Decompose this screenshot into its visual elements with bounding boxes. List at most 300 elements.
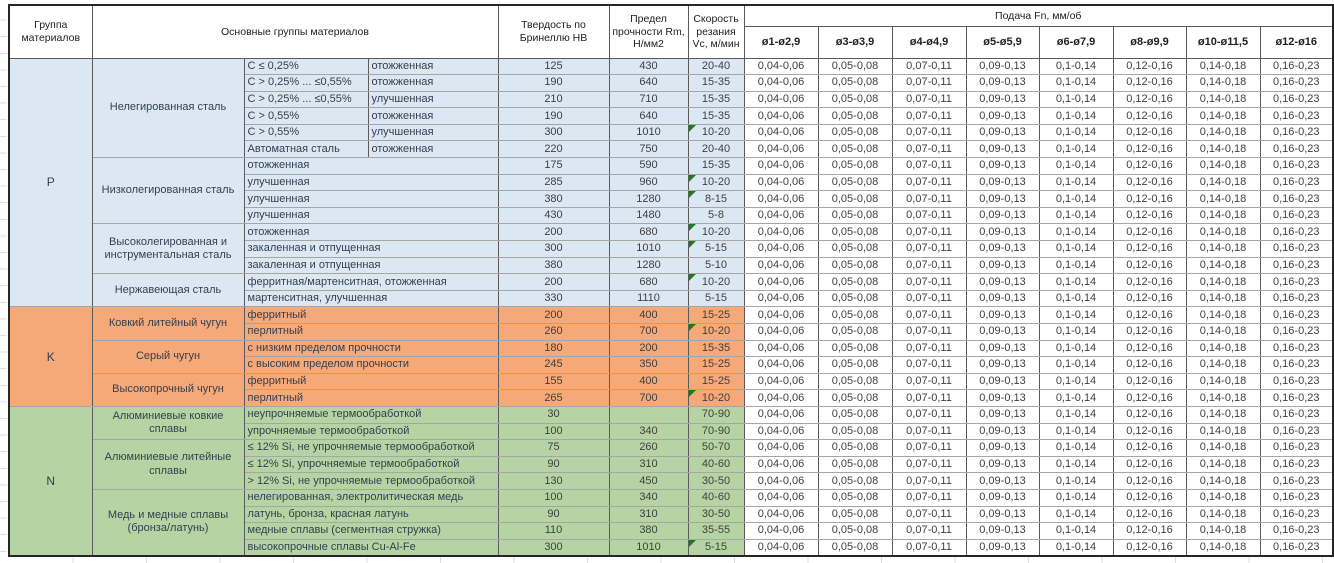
condition-cell[interactable]: перлитный bbox=[244, 390, 498, 407]
condition-cell[interactable]: улучшенная bbox=[244, 207, 498, 224]
feed-cell[interactable]: 0,09-0,13 bbox=[966, 124, 1039, 141]
feed-cell[interactable]: 0,09-0,13 bbox=[966, 340, 1039, 357]
header-diameter-col[interactable]: ø8-ø9,9 bbox=[1113, 26, 1186, 58]
feed-cell[interactable]: 0,12-0,16 bbox=[1113, 207, 1186, 224]
feed-cell[interactable]: 0,04-0,06 bbox=[744, 224, 818, 241]
speed-cell[interactable]: 70-90 bbox=[688, 406, 744, 423]
speed-cell[interactable]: 20-40 bbox=[688, 58, 744, 75]
speed-cell[interactable]: 70-90 bbox=[688, 423, 744, 440]
feed-cell[interactable]: 0,1-0,14 bbox=[1039, 158, 1113, 175]
feed-cell[interactable]: 0,09-0,13 bbox=[966, 489, 1039, 506]
feed-cell[interactable]: 0,05-0,08 bbox=[818, 324, 892, 341]
speed-cell[interactable]: 40-60 bbox=[688, 456, 744, 473]
condition-cell[interactable]: мартенситная, улучшенная bbox=[244, 290, 498, 307]
feed-cell[interactable]: 0,09-0,13 bbox=[966, 423, 1039, 440]
feed-cell[interactable]: 0,09-0,13 bbox=[966, 539, 1039, 556]
hardness-cell[interactable]: 155 bbox=[498, 373, 609, 390]
header-strength-col[interactable]: Предел прочности Rm, Н/мм2 bbox=[609, 5, 688, 58]
hardness-cell[interactable]: 380 bbox=[498, 191, 609, 208]
feed-cell[interactable]: 0,14-0,18 bbox=[1186, 373, 1260, 390]
feed-cell[interactable]: 0,04-0,06 bbox=[744, 274, 818, 291]
strength-cell[interactable]: 340 bbox=[609, 489, 688, 506]
feed-cell[interactable]: 0,14-0,18 bbox=[1186, 440, 1260, 457]
feed-cell[interactable]: 0,12-0,16 bbox=[1113, 124, 1186, 141]
hardness-cell[interactable]: 180 bbox=[498, 340, 609, 357]
feed-cell[interactable]: 0,14-0,18 bbox=[1186, 324, 1260, 341]
feed-cell[interactable]: 0,14-0,18 bbox=[1186, 290, 1260, 307]
material-name-cell[interactable]: Серый чугун bbox=[92, 340, 244, 373]
feed-cell[interactable]: 0,09-0,13 bbox=[966, 473, 1039, 490]
feed-cell[interactable]: 0,16-0,23 bbox=[1260, 241, 1333, 258]
feed-cell[interactable]: 0,14-0,18 bbox=[1186, 340, 1260, 357]
feed-cell[interactable]: 0,12-0,16 bbox=[1113, 91, 1186, 108]
feed-cell[interactable]: 0,12-0,16 bbox=[1113, 241, 1186, 258]
feed-cell[interactable]: 0,09-0,13 bbox=[966, 257, 1039, 274]
feed-cell[interactable]: 0,07-0,11 bbox=[892, 373, 966, 390]
feed-cell[interactable]: 0,14-0,18 bbox=[1186, 91, 1260, 108]
state-cell[interactable]: отожженная bbox=[368, 141, 498, 158]
strength-cell[interactable]: 310 bbox=[609, 506, 688, 523]
feed-cell[interactable]: 0,1-0,14 bbox=[1039, 75, 1113, 92]
feed-cell[interactable]: 0,05-0,08 bbox=[818, 158, 892, 175]
strength-cell[interactable]: 200 bbox=[609, 340, 688, 357]
hardness-cell[interactable]: 30 bbox=[498, 406, 609, 423]
feed-cell[interactable]: 0,1-0,14 bbox=[1039, 440, 1113, 457]
condition-cell[interactable]: высокопрочные сплавы Cu-Al-Fe bbox=[244, 539, 498, 556]
strength-cell[interactable]: 700 bbox=[609, 324, 688, 341]
feed-cell[interactable]: 0,12-0,16 bbox=[1113, 307, 1186, 324]
material-name-cell[interactable]: Нелегированная сталь bbox=[92, 58, 244, 158]
strength-cell[interactable]: 750 bbox=[609, 141, 688, 158]
feed-cell[interactable]: 0,1-0,14 bbox=[1039, 539, 1113, 556]
condition-cell[interactable]: медные сплавы (сегментная стружка) bbox=[244, 523, 498, 540]
feed-cell[interactable]: 0,04-0,06 bbox=[744, 324, 818, 341]
feed-cell[interactable]: 0,09-0,13 bbox=[966, 290, 1039, 307]
strength-cell[interactable]: 640 bbox=[609, 75, 688, 92]
condition-cell[interactable]: ферритный bbox=[244, 373, 498, 390]
feed-cell[interactable]: 0,09-0,13 bbox=[966, 75, 1039, 92]
feed-cell[interactable]: 0,05-0,08 bbox=[818, 506, 892, 523]
header-diameter-col[interactable]: ø10-ø11,5 bbox=[1186, 26, 1260, 58]
feed-cell[interactable]: 0,14-0,18 bbox=[1186, 141, 1260, 158]
condition-cell[interactable]: ферритный bbox=[244, 307, 498, 324]
feed-cell[interactable]: 0,09-0,13 bbox=[966, 324, 1039, 341]
feed-cell[interactable]: 0,07-0,11 bbox=[892, 456, 966, 473]
feed-cell[interactable]: 0,04-0,06 bbox=[744, 440, 818, 457]
feed-cell[interactable]: 0,1-0,14 bbox=[1039, 307, 1113, 324]
hardness-cell[interactable]: 285 bbox=[498, 174, 609, 191]
condition-cell[interactable]: ферритная/мартенситная, отожженная bbox=[244, 274, 498, 291]
feed-cell[interactable]: 0,12-0,16 bbox=[1113, 274, 1186, 291]
condition-cell[interactable]: C > 0,55% bbox=[244, 124, 368, 141]
condition-cell[interactable]: отожженная bbox=[244, 224, 498, 241]
feed-cell[interactable]: 0,14-0,18 bbox=[1186, 207, 1260, 224]
feed-cell[interactable]: 0,14-0,18 bbox=[1186, 241, 1260, 258]
condition-cell[interactable]: латунь, бронза, красная латунь bbox=[244, 506, 498, 523]
feed-cell[interactable]: 0,12-0,16 bbox=[1113, 191, 1186, 208]
material-name-cell[interactable]: Ковкий литейный чугун bbox=[92, 307, 244, 340]
speed-cell[interactable]: 10-20 bbox=[688, 174, 744, 191]
feed-cell[interactable]: 0,07-0,11 bbox=[892, 274, 966, 291]
feed-cell[interactable]: 0,12-0,16 bbox=[1113, 357, 1186, 374]
feed-cell[interactable]: 0,1-0,14 bbox=[1039, 523, 1113, 540]
feed-cell[interactable]: 0,07-0,11 bbox=[892, 257, 966, 274]
feed-cell[interactable]: 0,04-0,06 bbox=[744, 473, 818, 490]
feed-cell[interactable]: 0,05-0,08 bbox=[818, 224, 892, 241]
hardness-cell[interactable]: 210 bbox=[498, 91, 609, 108]
strength-cell[interactable]: 450 bbox=[609, 473, 688, 490]
feed-cell[interactable]: 0,16-0,23 bbox=[1260, 456, 1333, 473]
feed-cell[interactable]: 0,05-0,08 bbox=[818, 108, 892, 125]
feed-cell[interactable]: 0,07-0,11 bbox=[892, 473, 966, 490]
strength-cell[interactable]: 310 bbox=[609, 456, 688, 473]
material-name-cell[interactable]: Низколегированная сталь bbox=[92, 158, 244, 224]
feed-cell[interactable]: 0,07-0,11 bbox=[892, 174, 966, 191]
feed-cell[interactable]: 0,05-0,08 bbox=[818, 75, 892, 92]
speed-cell[interactable]: 50-70 bbox=[688, 440, 744, 457]
feed-cell[interactable]: 0,16-0,23 bbox=[1260, 290, 1333, 307]
strength-cell[interactable]: 1110 bbox=[609, 290, 688, 307]
feed-cell[interactable]: 0,07-0,11 bbox=[892, 108, 966, 125]
feed-cell[interactable]: 0,04-0,06 bbox=[744, 539, 818, 556]
speed-cell[interactable]: 10-20 bbox=[688, 224, 744, 241]
feed-cell[interactable]: 0,12-0,16 bbox=[1113, 456, 1186, 473]
feed-cell[interactable]: 0,09-0,13 bbox=[966, 406, 1039, 423]
feed-cell[interactable]: 0,05-0,08 bbox=[818, 141, 892, 158]
feed-cell[interactable]: 0,16-0,23 bbox=[1260, 523, 1333, 540]
feed-cell[interactable]: 0,05-0,08 bbox=[818, 91, 892, 108]
feed-cell[interactable]: 0,1-0,14 bbox=[1039, 489, 1113, 506]
feed-cell[interactable]: 0,09-0,13 bbox=[966, 108, 1039, 125]
hardness-cell[interactable]: 125 bbox=[498, 58, 609, 75]
feed-cell[interactable]: 0,16-0,23 bbox=[1260, 539, 1333, 556]
speed-cell[interactable]: 10-20 bbox=[688, 274, 744, 291]
feed-cell[interactable]: 0,09-0,13 bbox=[966, 174, 1039, 191]
feed-cell[interactable]: 0,12-0,16 bbox=[1113, 489, 1186, 506]
feed-cell[interactable]: 0,14-0,18 bbox=[1186, 307, 1260, 324]
feed-cell[interactable]: 0,16-0,23 bbox=[1260, 91, 1333, 108]
feed-cell[interactable]: 0,12-0,16 bbox=[1113, 141, 1186, 158]
feed-cell[interactable]: 0,09-0,13 bbox=[966, 91, 1039, 108]
hardness-cell[interactable]: 430 bbox=[498, 207, 609, 224]
feed-cell[interactable]: 0,07-0,11 bbox=[892, 224, 966, 241]
hardness-cell[interactable]: 200 bbox=[498, 307, 609, 324]
hardness-cell[interactable]: 190 bbox=[498, 108, 609, 125]
hardness-cell[interactable]: 330 bbox=[498, 290, 609, 307]
feed-cell[interactable]: 0,09-0,13 bbox=[966, 191, 1039, 208]
feed-cell[interactable]: 0,12-0,16 bbox=[1113, 290, 1186, 307]
strength-cell[interactable]: 1010 bbox=[609, 241, 688, 258]
speed-cell[interactable]: 5-8 bbox=[688, 207, 744, 224]
feed-cell[interactable]: 0,07-0,11 bbox=[892, 423, 966, 440]
condition-cell[interactable]: с низким пределом прочности bbox=[244, 340, 498, 357]
speed-cell[interactable]: 5-15 bbox=[688, 539, 744, 556]
hardness-cell[interactable]: 100 bbox=[498, 489, 609, 506]
feed-cell[interactable]: 0,05-0,08 bbox=[818, 191, 892, 208]
speed-cell[interactable]: 5-10 bbox=[688, 257, 744, 274]
hardness-cell[interactable]: 110 bbox=[498, 523, 609, 540]
feed-cell[interactable]: 0,12-0,16 bbox=[1113, 108, 1186, 125]
speed-cell[interactable]: 15-25 bbox=[688, 373, 744, 390]
feed-cell[interactable]: 0,12-0,16 bbox=[1113, 174, 1186, 191]
feed-cell[interactable]: 0,1-0,14 bbox=[1039, 241, 1113, 258]
feed-cell[interactable]: 0,09-0,13 bbox=[966, 224, 1039, 241]
feed-cell[interactable]: 0,09-0,13 bbox=[966, 357, 1039, 374]
hardness-cell[interactable]: 75 bbox=[498, 440, 609, 457]
feed-cell[interactable]: 0,16-0,23 bbox=[1260, 357, 1333, 374]
feed-cell[interactable]: 0,14-0,18 bbox=[1186, 473, 1260, 490]
feed-cell[interactable]: 0,16-0,23 bbox=[1260, 257, 1333, 274]
feed-cell[interactable]: 0,05-0,08 bbox=[818, 373, 892, 390]
feed-cell[interactable]: 0,09-0,13 bbox=[966, 523, 1039, 540]
feed-cell[interactable]: 0,09-0,13 bbox=[966, 506, 1039, 523]
feed-cell[interactable]: 0,07-0,11 bbox=[892, 523, 966, 540]
feed-cell[interactable]: 0,05-0,08 bbox=[818, 58, 892, 75]
condition-cell[interactable]: перлитный bbox=[244, 324, 498, 341]
feed-cell[interactable]: 0,07-0,11 bbox=[892, 58, 966, 75]
group-letter-cell[interactable]: P bbox=[9, 58, 92, 307]
header-diameter-col[interactable]: ø1-ø2,9 bbox=[744, 26, 818, 58]
feed-cell[interactable]: 0,04-0,06 bbox=[744, 191, 818, 208]
feed-cell[interactable]: 0,05-0,08 bbox=[818, 357, 892, 374]
feed-cell[interactable]: 0,16-0,23 bbox=[1260, 506, 1333, 523]
feed-cell[interactable]: 0,09-0,13 bbox=[966, 373, 1039, 390]
feed-cell[interactable]: 0,14-0,18 bbox=[1186, 108, 1260, 125]
feed-cell[interactable]: 0,07-0,11 bbox=[892, 390, 966, 407]
strength-cell[interactable]: 680 bbox=[609, 224, 688, 241]
feed-cell[interactable]: 0,04-0,06 bbox=[744, 108, 818, 125]
feed-cell[interactable]: 0,12-0,16 bbox=[1113, 423, 1186, 440]
feed-cell[interactable]: 0,1-0,14 bbox=[1039, 290, 1113, 307]
strength-cell[interactable]: 400 bbox=[609, 307, 688, 324]
feed-cell[interactable]: 0,1-0,14 bbox=[1039, 91, 1113, 108]
feed-cell[interactable]: 0,07-0,11 bbox=[892, 539, 966, 556]
feed-cell[interactable]: 0,09-0,13 bbox=[966, 307, 1039, 324]
speed-cell[interactable]: 5-15 bbox=[688, 241, 744, 258]
hardness-cell[interactable]: 100 bbox=[498, 423, 609, 440]
hardness-cell[interactable]: 220 bbox=[498, 141, 609, 158]
strength-cell[interactable]: 710 bbox=[609, 91, 688, 108]
feed-cell[interactable]: 0,12-0,16 bbox=[1113, 340, 1186, 357]
strength-cell[interactable]: 700 bbox=[609, 390, 688, 407]
feed-cell[interactable]: 0,16-0,23 bbox=[1260, 75, 1333, 92]
feed-cell[interactable]: 0,04-0,06 bbox=[744, 506, 818, 523]
strength-cell[interactable]: 340 bbox=[609, 423, 688, 440]
feed-cell[interactable]: 0,14-0,18 bbox=[1186, 191, 1260, 208]
speed-cell[interactable]: 10-20 bbox=[688, 390, 744, 407]
feed-cell[interactable]: 0,1-0,14 bbox=[1039, 473, 1113, 490]
feed-cell[interactable]: 0,09-0,13 bbox=[966, 456, 1039, 473]
feed-cell[interactable]: 0,04-0,06 bbox=[744, 390, 818, 407]
feed-cell[interactable]: 0,12-0,16 bbox=[1113, 440, 1186, 457]
feed-cell[interactable]: 0,16-0,23 bbox=[1260, 390, 1333, 407]
feed-cell[interactable]: 0,05-0,08 bbox=[818, 340, 892, 357]
feed-cell[interactable]: 0,12-0,16 bbox=[1113, 224, 1186, 241]
feed-cell[interactable]: 0,04-0,06 bbox=[744, 241, 818, 258]
feed-cell[interactable]: 0,14-0,18 bbox=[1186, 423, 1260, 440]
feed-cell[interactable]: 0,05-0,08 bbox=[818, 489, 892, 506]
feed-cell[interactable]: 0,07-0,11 bbox=[892, 191, 966, 208]
feed-cell[interactable]: 0,05-0,08 bbox=[818, 390, 892, 407]
feed-cell[interactable]: 0,12-0,16 bbox=[1113, 324, 1186, 341]
header-diameter-col[interactable]: ø4-ø4,9 bbox=[892, 26, 966, 58]
feed-cell[interactable]: 0,09-0,13 bbox=[966, 141, 1039, 158]
material-name-cell[interactable]: Алюминиевые ковкие сплавы bbox=[92, 406, 244, 439]
speed-cell[interactable]: 15-35 bbox=[688, 108, 744, 125]
feed-cell[interactable]: 0,14-0,18 bbox=[1186, 158, 1260, 175]
condition-cell[interactable]: нелегированная, электролитическая медь bbox=[244, 489, 498, 506]
state-cell[interactable]: отожженная bbox=[368, 108, 498, 125]
feed-cell[interactable]: 0,04-0,06 bbox=[744, 357, 818, 374]
material-name-cell[interactable]: Высокопрочный чугун bbox=[92, 373, 244, 406]
feed-cell[interactable]: 0,05-0,08 bbox=[818, 274, 892, 291]
feed-cell[interactable]: 0,14-0,18 bbox=[1186, 506, 1260, 523]
feed-cell[interactable]: 0,1-0,14 bbox=[1039, 58, 1113, 75]
hardness-cell[interactable]: 190 bbox=[498, 75, 609, 92]
feed-cell[interactable]: 0,12-0,16 bbox=[1113, 75, 1186, 92]
feed-cell[interactable]: 0,14-0,18 bbox=[1186, 75, 1260, 92]
feed-cell[interactable]: 0,05-0,08 bbox=[818, 207, 892, 224]
condition-cell[interactable]: Автоматная сталь bbox=[244, 141, 368, 158]
feed-cell[interactable]: 0,04-0,06 bbox=[744, 207, 818, 224]
feed-cell[interactable]: 0,04-0,06 bbox=[744, 340, 818, 357]
speed-cell[interactable]: 30-50 bbox=[688, 506, 744, 523]
header-diameter-col[interactable]: ø12-ø16 bbox=[1260, 26, 1333, 58]
speed-cell[interactable]: 5-15 bbox=[688, 290, 744, 307]
feed-cell[interactable]: 0,04-0,06 bbox=[744, 373, 818, 390]
feed-cell[interactable]: 0,14-0,18 bbox=[1186, 224, 1260, 241]
feed-cell[interactable]: 0,09-0,13 bbox=[966, 207, 1039, 224]
feed-cell[interactable]: 0,1-0,14 bbox=[1039, 324, 1113, 341]
hardness-cell[interactable]: 200 bbox=[498, 274, 609, 291]
feed-cell[interactable]: 0,14-0,18 bbox=[1186, 489, 1260, 506]
hardness-cell[interactable]: 300 bbox=[498, 539, 609, 556]
feed-cell[interactable]: 0,04-0,06 bbox=[744, 174, 818, 191]
feed-cell[interactable]: 0,07-0,11 bbox=[892, 340, 966, 357]
hardness-cell[interactable]: 260 bbox=[498, 324, 609, 341]
hardness-cell[interactable]: 130 bbox=[498, 473, 609, 490]
feed-cell[interactable]: 0,07-0,11 bbox=[892, 207, 966, 224]
speed-cell[interactable]: 8-15 bbox=[688, 191, 744, 208]
feed-cell[interactable]: 0,05-0,08 bbox=[818, 523, 892, 540]
feed-cell[interactable]: 0,12-0,16 bbox=[1113, 158, 1186, 175]
feed-cell[interactable]: 0,16-0,23 bbox=[1260, 340, 1333, 357]
feed-cell[interactable]: 0,1-0,14 bbox=[1039, 174, 1113, 191]
header-diameter-col[interactable]: ø6-ø7,9 bbox=[1039, 26, 1113, 58]
strength-cell[interactable]: 260 bbox=[609, 440, 688, 457]
hardness-cell[interactable]: 380 bbox=[498, 257, 609, 274]
feed-cell[interactable]: 0,04-0,06 bbox=[744, 523, 818, 540]
header-diameter-col[interactable]: ø3-ø3,9 bbox=[818, 26, 892, 58]
feed-cell[interactable]: 0,16-0,23 bbox=[1260, 108, 1333, 125]
hardness-cell[interactable]: 300 bbox=[498, 124, 609, 141]
header-group-col[interactable]: Группа материалов bbox=[9, 5, 92, 58]
condition-cell[interactable]: закаленная и отпущенная bbox=[244, 241, 498, 258]
feed-cell[interactable]: 0,16-0,23 bbox=[1260, 158, 1333, 175]
state-cell[interactable]: улучшенная bbox=[368, 124, 498, 141]
feed-cell[interactable]: 0,05-0,08 bbox=[818, 406, 892, 423]
strength-cell[interactable]: 960 bbox=[609, 174, 688, 191]
feed-cell[interactable]: 0,1-0,14 bbox=[1039, 191, 1113, 208]
material-name-cell[interactable]: Нержавеющая сталь bbox=[92, 274, 244, 307]
feed-cell[interactable]: 0,14-0,18 bbox=[1186, 58, 1260, 75]
feed-cell[interactable]: 0,12-0,16 bbox=[1113, 58, 1186, 75]
feed-cell[interactable]: 0,1-0,14 bbox=[1039, 257, 1113, 274]
condition-cell[interactable]: улучшенная bbox=[244, 174, 498, 191]
header-diameter-col[interactable]: ø5-ø5,9 bbox=[966, 26, 1039, 58]
state-cell[interactable]: отожженная bbox=[368, 75, 498, 92]
feed-cell[interactable]: 0,14-0,18 bbox=[1186, 390, 1260, 407]
header-speed-col[interactable]: Скорость резания Vc, м/мин bbox=[688, 5, 744, 58]
condition-cell[interactable]: закаленная и отпущенная bbox=[244, 257, 498, 274]
feed-cell[interactable]: 0,1-0,14 bbox=[1039, 124, 1113, 141]
feed-cell[interactable]: 0,14-0,18 bbox=[1186, 357, 1260, 374]
feed-cell[interactable]: 0,07-0,11 bbox=[892, 241, 966, 258]
feed-cell[interactable]: 0,07-0,11 bbox=[892, 141, 966, 158]
group-letter-cell[interactable]: K bbox=[9, 307, 92, 407]
speed-cell[interactable]: 10-20 bbox=[688, 324, 744, 341]
condition-cell[interactable]: > 12% Si, не упрочняемые термообработкой bbox=[244, 473, 498, 490]
feed-cell[interactable]: 0,16-0,23 bbox=[1260, 191, 1333, 208]
feed-cell[interactable]: 0,05-0,08 bbox=[818, 440, 892, 457]
feed-cell[interactable]: 0,05-0,08 bbox=[818, 174, 892, 191]
feed-cell[interactable]: 0,1-0,14 bbox=[1039, 423, 1113, 440]
feed-cell[interactable]: 0,04-0,06 bbox=[744, 423, 818, 440]
feed-cell[interactable]: 0,07-0,11 bbox=[892, 406, 966, 423]
condition-cell[interactable]: C > 0,25% ... ≤0,55% bbox=[244, 75, 368, 92]
feed-cell[interactable]: 0,12-0,16 bbox=[1113, 406, 1186, 423]
feed-cell[interactable]: 0,04-0,06 bbox=[744, 257, 818, 274]
speed-cell[interactable]: 15-25 bbox=[688, 307, 744, 324]
feed-cell[interactable]: 0,16-0,23 bbox=[1260, 307, 1333, 324]
feed-cell[interactable]: 0,16-0,23 bbox=[1260, 406, 1333, 423]
feed-cell[interactable]: 0,04-0,06 bbox=[744, 406, 818, 423]
hardness-cell[interactable]: 265 bbox=[498, 390, 609, 407]
feed-cell[interactable]: 0,07-0,11 bbox=[892, 158, 966, 175]
feed-cell[interactable]: 0,09-0,13 bbox=[966, 274, 1039, 291]
hardness-cell[interactable]: 90 bbox=[498, 506, 609, 523]
feed-cell[interactable]: 0,14-0,18 bbox=[1186, 124, 1260, 141]
feed-cell[interactable]: 0,07-0,11 bbox=[892, 290, 966, 307]
strength-cell[interactable]: 430 bbox=[609, 58, 688, 75]
feed-cell[interactable]: 0,16-0,23 bbox=[1260, 489, 1333, 506]
group-letter-cell[interactable]: N bbox=[9, 406, 92, 555]
condition-cell[interactable]: неупрочняемые термообработкой bbox=[244, 406, 498, 423]
feed-cell[interactable]: 0,16-0,23 bbox=[1260, 174, 1333, 191]
feed-cell[interactable]: 0,07-0,11 bbox=[892, 307, 966, 324]
feed-cell[interactable]: 0,1-0,14 bbox=[1039, 141, 1113, 158]
header-materials-col[interactable]: Основные группы материалов bbox=[92, 5, 498, 58]
feed-cell[interactable]: 0,07-0,11 bbox=[892, 489, 966, 506]
state-cell[interactable]: отожженная bbox=[368, 58, 498, 75]
state-cell[interactable]: улучшенная bbox=[368, 91, 498, 108]
feed-cell[interactable]: 0,07-0,11 bbox=[892, 75, 966, 92]
feed-cell[interactable]: 0,14-0,18 bbox=[1186, 523, 1260, 540]
feed-cell[interactable]: 0,05-0,08 bbox=[818, 456, 892, 473]
feed-cell[interactable]: 0,07-0,11 bbox=[892, 124, 966, 141]
feed-cell[interactable]: 0,05-0,08 bbox=[818, 423, 892, 440]
feed-cell[interactable]: 0,04-0,06 bbox=[744, 58, 818, 75]
feed-cell[interactable]: 0,07-0,11 bbox=[892, 357, 966, 374]
material-name-cell[interactable]: Высоколегированная и инструментальная сталь bbox=[92, 224, 244, 274]
hardness-cell[interactable]: 175 bbox=[498, 158, 609, 175]
feed-cell[interactable]: 0,1-0,14 bbox=[1039, 390, 1113, 407]
feed-cell[interactable]: 0,09-0,13 bbox=[966, 58, 1039, 75]
feed-cell[interactable]: 0,12-0,16 bbox=[1113, 473, 1186, 490]
feed-cell[interactable]: 0,05-0,08 bbox=[818, 307, 892, 324]
feed-cell[interactable]: 0,05-0,08 bbox=[818, 290, 892, 307]
material-name-cell[interactable]: Медь и медные сплавы (бронза/латунь) bbox=[92, 489, 244, 555]
